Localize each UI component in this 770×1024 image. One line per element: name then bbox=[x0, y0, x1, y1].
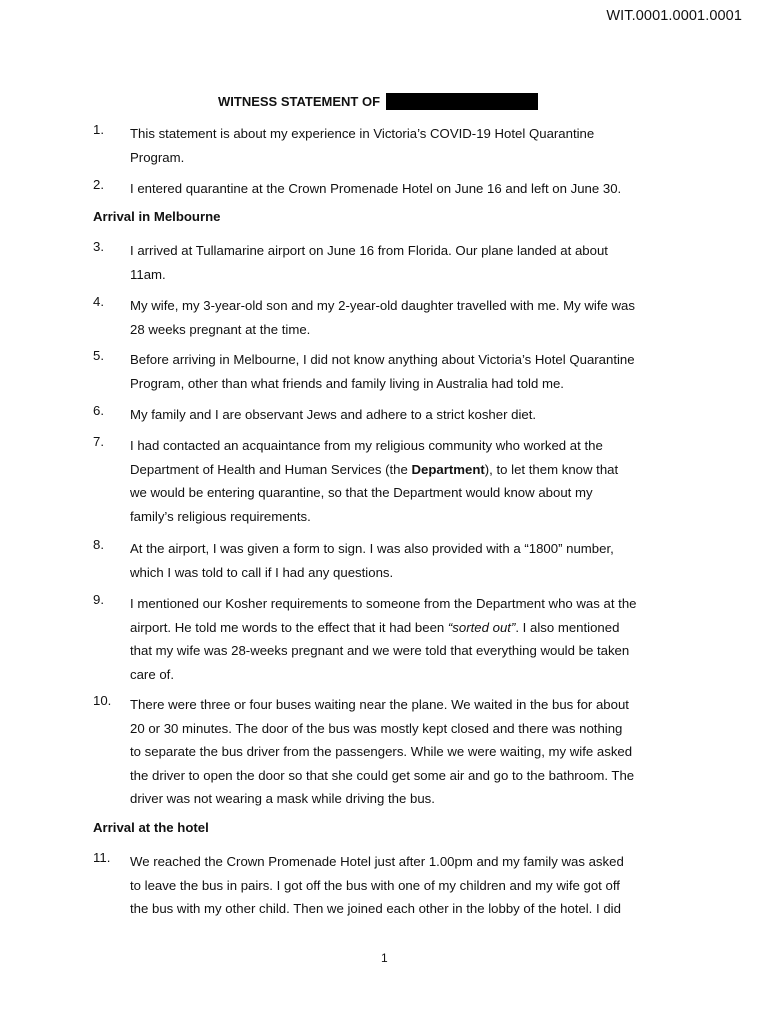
paragraph-number: 3. bbox=[93, 239, 104, 254]
paragraph-line bbox=[130, 458, 693, 482]
paragraph-number: 11. bbox=[93, 850, 111, 865]
paragraph-line: that my wife was 28-weeks pregnant and we were told that everything would be taken bbox=[130, 643, 630, 659]
paragraph-line: I had contacted an acquaintance from my religious community who worked at the bbox=[130, 438, 603, 453]
paragraph-line: I entered quarantine at the Crown Promenade Hotel on June 16 and left on June 30. bbox=[130, 181, 622, 196]
page-number: 1 bbox=[381, 951, 388, 965]
text-run: airport. He told me words to the effect that it had been bbox=[130, 619, 448, 635]
paragraph-number: 7. bbox=[93, 434, 104, 449]
paragraph-10 bbox=[93, 693, 693, 811]
paragraph-5 bbox=[93, 348, 693, 395]
paragraph-9 bbox=[93, 592, 693, 686]
paragraph-line: At the airport, I was given a form to sign. I was also provided with a “1800” number, bbox=[130, 541, 614, 556]
paragraph-line: My wife, my 3-year-old son and my 2-year-old daughter travelled with me. My wife was bbox=[130, 298, 635, 313]
paragraph-line: This statement is about my experience in Victoria’s COVID-19 Hotel Quarantine bbox=[130, 126, 595, 141]
paragraph-line: I mentioned our Kosher requirements to someone from the Department who was at the bbox=[130, 596, 637, 611]
paragraph-line: I arrived at Tullamarine airport on June 16 from Florida. Our plane landed at about bbox=[130, 243, 608, 258]
paragraph-number: 8. bbox=[93, 537, 104, 552]
quoted-phrase: “sorted out” bbox=[447, 619, 516, 635]
paragraph-line: Before arriving in Melbourne, I did not know anything about Victoria’s Hotel Quarantine bbox=[130, 352, 635, 367]
statement-title-text: WITNESS STATEMENT OF bbox=[218, 94, 381, 109]
paragraph-line: which I was told to call if I had any questions. bbox=[130, 564, 394, 580]
text-run: Department of Health and Human Services (the bbox=[130, 461, 412, 477]
paragraph-number: 4. bbox=[93, 294, 104, 309]
paragraph-line bbox=[130, 616, 693, 640]
text-run: ), to let them know that bbox=[484, 461, 619, 477]
redaction-block bbox=[386, 93, 538, 110]
paragraph-line: to separate the bus driver from the passengers. While we were waiting, my wife asked bbox=[130, 744, 633, 760]
section-heading-arrival-melbourne: Arrival in Melbourne bbox=[93, 209, 221, 224]
defined-term: Department bbox=[411, 461, 485, 477]
paragraph-number: 9. bbox=[93, 592, 104, 607]
paragraph-line: There were three or four buses waiting near the plane. We waited in the bus for about bbox=[130, 697, 629, 712]
paragraph-line: My family and I are observant Jews and adhere to a strict kosher diet. bbox=[130, 407, 537, 422]
paragraph-line: the bus with my other child. Then we joined each other in the lobby of the hotel. I did bbox=[130, 901, 621, 917]
paragraph-6 bbox=[93, 403, 693, 427]
paragraph-number: 1. bbox=[93, 122, 104, 137]
paragraph-line: We reached the Crown Promenade Hotel just after 1.00pm and my family was asked bbox=[130, 854, 624, 869]
statement-title bbox=[218, 93, 538, 110]
paragraph-3 bbox=[93, 239, 693, 286]
document-id: WIT.0001.0001.0001 bbox=[606, 8, 742, 24]
paragraph-number: 6. bbox=[93, 403, 104, 418]
paragraph-line: to leave the bus in pairs. I got off the bus with one of my children and my wife got off bbox=[130, 877, 620, 893]
text-run: . I also mentioned bbox=[515, 619, 620, 635]
paragraph-4 bbox=[93, 294, 693, 341]
paragraph-number: 2. bbox=[93, 177, 104, 192]
paragraph-line: care of. bbox=[130, 666, 174, 682]
paragraph-8 bbox=[93, 537, 693, 584]
paragraph-line: we would be entering quarantine, so that the Department would know about my bbox=[130, 485, 593, 501]
paragraph-7 bbox=[93, 434, 693, 528]
paragraph-line: the driver to open the door so that she could get some air and go to the bathroom. The bbox=[130, 767, 635, 783]
section-heading-arrival-hotel: Arrival at the hotel bbox=[93, 820, 209, 835]
paragraph-2 bbox=[93, 177, 693, 201]
paragraph-11 bbox=[93, 850, 693, 921]
paragraph-line: 11am. bbox=[130, 266, 166, 282]
paragraph-1 bbox=[93, 122, 693, 169]
paragraph-line: 28 weeks pregnant at the time. bbox=[130, 321, 311, 337]
paragraph-line: 20 or 30 minutes. The door of the bus was mostly kept closed and there was nothing bbox=[130, 720, 623, 736]
paragraph-number: 10. bbox=[93, 693, 112, 708]
paragraph-number: 5. bbox=[93, 348, 104, 363]
paragraph-line: Program, other than what friends and family living in Australia had told me. bbox=[130, 375, 564, 391]
paragraph-line: Program. bbox=[130, 149, 185, 165]
paragraph-line: driver was not wearing a mask while driving the bus. bbox=[130, 791, 435, 807]
paragraph-line: family’s religious requirements. bbox=[130, 508, 311, 524]
